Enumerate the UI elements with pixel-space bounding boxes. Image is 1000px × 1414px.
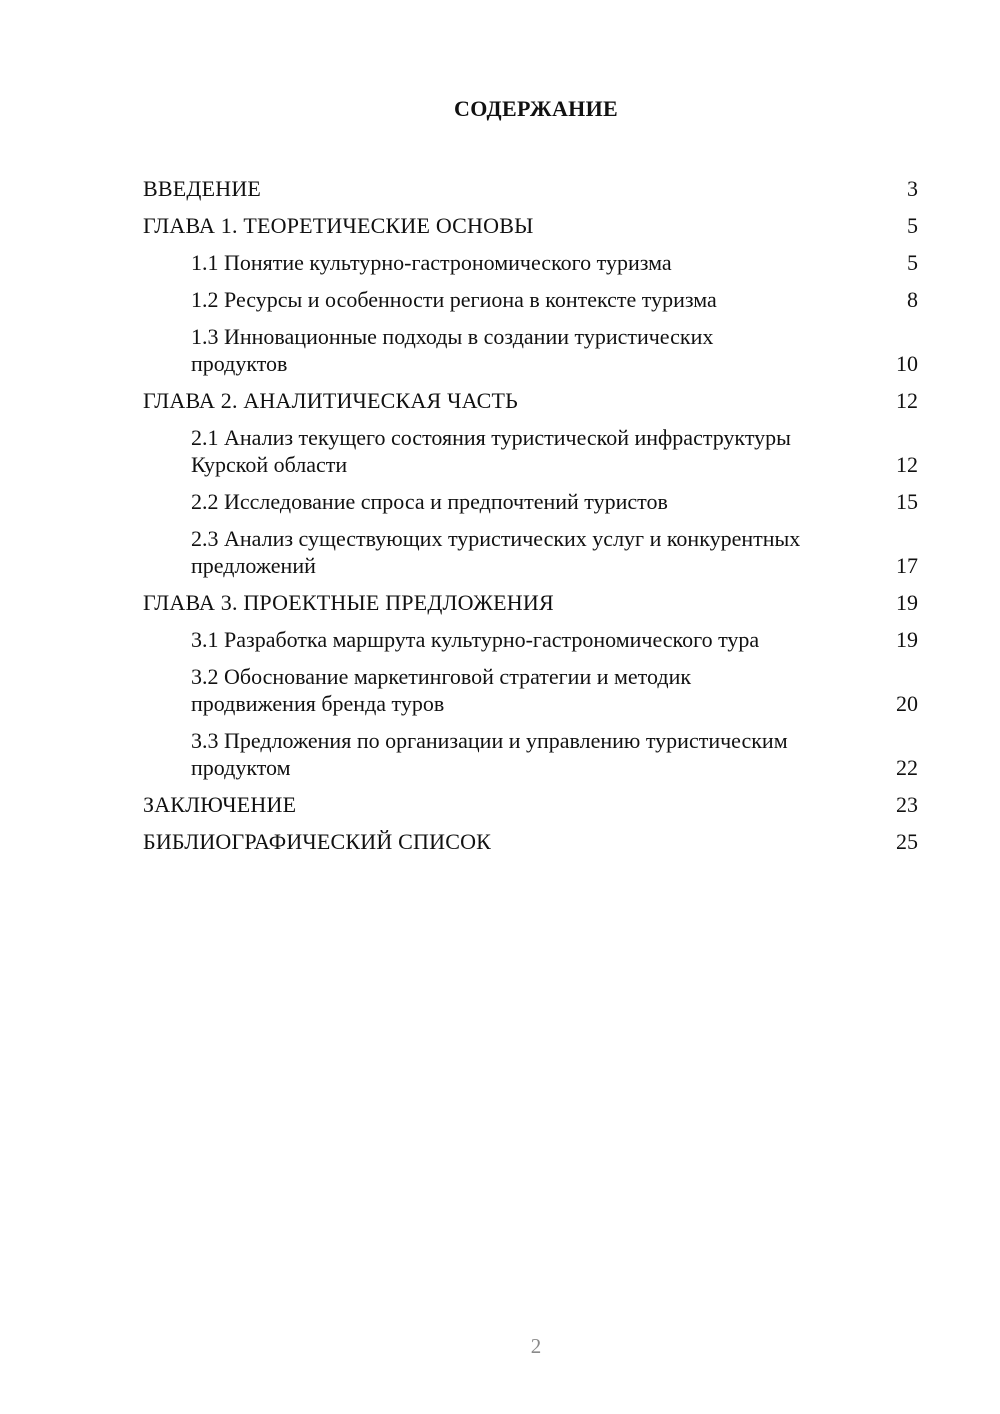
toc-entry-label: 2.2 Исследование спроса и предпочтений туристов [191,489,668,514]
toc-entry-label: 1.2 Ресурсы и особенности региона в контексте туризма [191,287,717,312]
toc-entry-label: ГЛАВА 1. ТЕОРЕТИЧЕСКИЕ ОСНОВЫ [143,213,534,238]
toc-entry-section-2-2 [143,483,918,520]
toc-entry-label: 3.2 Обоснование маркетинговой стратегии и методик продвижения бренда туров [191,664,692,716]
toc-entry-chapter-2 [143,382,918,419]
page-number: 2 [530,1334,542,1358]
toc-entry-label: 2.3 Анализ существующих туристических услуг и конкурентных предложений [191,526,801,578]
toc-entry-page: 22 [896,755,918,780]
toc-entry-page: 19 [896,590,918,615]
toc-entry-section-3-1 [143,621,918,658]
toc-entry-section-1-2 [143,281,918,318]
toc-entry-label: 3.3 Предложения по организации и управлению туристическим продуктом [191,728,788,780]
toc-entry-label: ЗАКЛЮЧЕНИЕ [143,792,297,817]
toc-entry-page: 8 [907,287,918,312]
toc-entry-label: ВВЕДЕНИЕ [143,176,262,201]
toc-entry-label: 2.1 Анализ текущего состояния туристической инфраструктуры Курской области [191,425,791,477]
toc-entry-page: 17 [896,553,918,578]
toc-entry-label: ГЛАВА 2. АНАЛИТИЧЕСКАЯ ЧАСТЬ [143,388,518,413]
toc-entry-page: 25 [896,829,918,854]
toc-entry-section-2-1 [143,419,918,483]
table-of-contents [143,170,918,860]
toc-entry-page: 12 [896,388,918,413]
toc-entry-section-1-1 [143,244,918,281]
toc-entry-page: 23 [896,792,918,817]
toc-entry-page: 19 [896,627,918,652]
toc-entry-page: 15 [896,489,918,514]
page-title: СОДЕРЖАНИЕ [454,96,618,121]
toc-entry-label: 1.3 Инновационные подходы в создании туристических продуктов [191,324,714,376]
toc-entry-page: 10 [896,351,918,376]
toc-entry-introduction [143,170,918,207]
toc-entry-label: 1.1 Понятие культурно-гастрономического туризма [191,250,672,275]
toc-entry-label: ГЛАВА 3. ПРОЕКТНЫЕ ПРЕДЛОЖЕНИЯ [143,590,554,615]
toc-entry-section-3-3 [143,722,918,786]
toc-entry-chapter-1 [143,207,918,244]
toc-entry-label: 3.1 Разработка маршрута культурно-гастрономического тура [191,627,760,652]
toc-entry-section-2-3 [143,520,918,584]
toc-entry-bibliography [143,823,918,860]
toc-entry-chapter-3 [143,584,918,621]
toc-entry-section-3-2 [143,658,918,722]
toc-entry-page: 5 [907,213,918,238]
toc-entry-page: 12 [896,452,918,477]
toc-entry-page: 3 [907,176,918,201]
toc-entry-conclusion [143,786,918,823]
toc-entry-label: БИБЛИОГРАФИЧЕСКИЙ СПИСОК [143,829,492,854]
toc-entry-page: 20 [896,691,918,716]
toc-entry-section-1-3 [143,318,918,382]
toc-entry-page: 5 [907,250,918,275]
